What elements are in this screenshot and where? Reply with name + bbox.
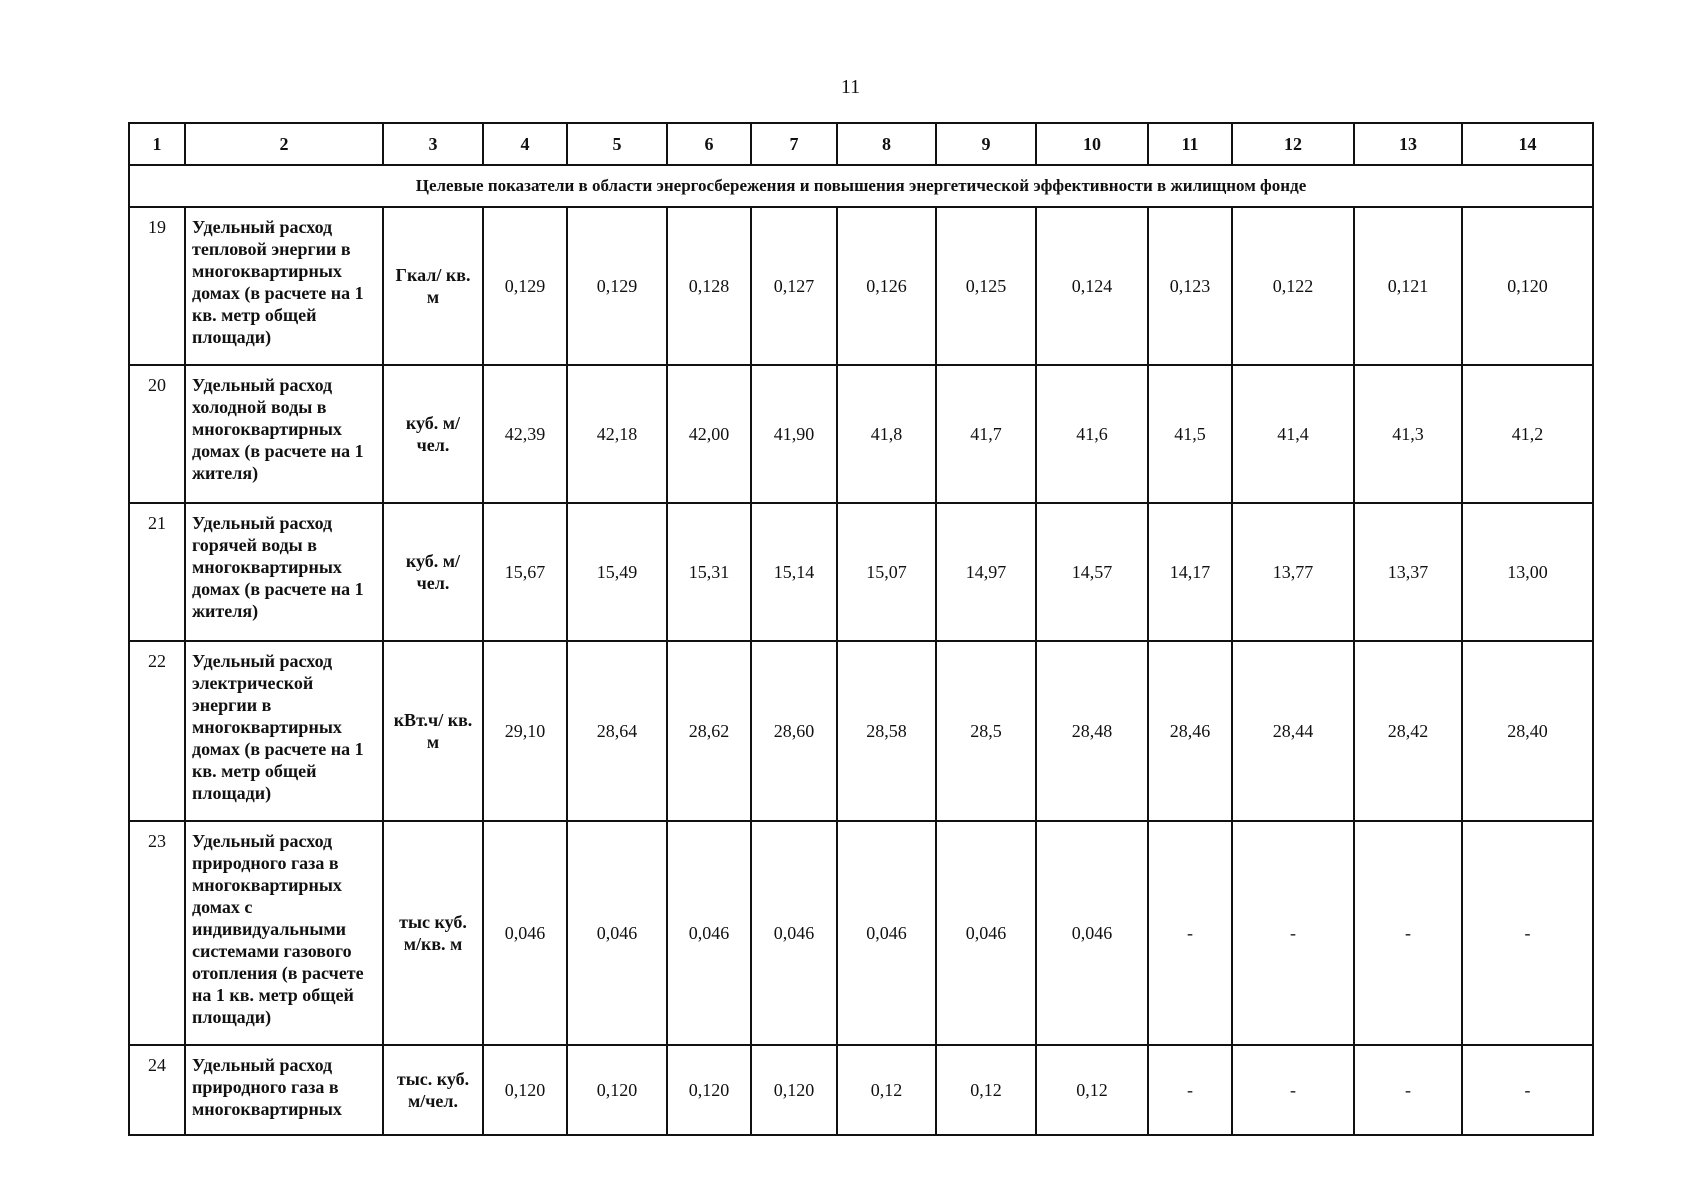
value-cell: 0,12: [936, 1045, 1036, 1135]
value-cell: 28,60: [751, 641, 837, 821]
value-cell: 14,97: [936, 503, 1036, 641]
indicator-unit: тыс. куб. м/чел.: [383, 1045, 483, 1135]
table-row: [129, 207, 1593, 365]
table-row: [129, 641, 1593, 821]
value-cell: 28,58: [837, 641, 936, 821]
value-cell: 0,120: [667, 1045, 751, 1135]
indicator-unit: тыс куб. м/кв. м: [383, 821, 483, 1045]
column-header: 5: [567, 123, 667, 165]
value-cell: 0,046: [751, 821, 837, 1045]
value-cell: 0,046: [837, 821, 936, 1045]
value-cell: -: [1354, 821, 1462, 1045]
value-cell: 0,122: [1232, 207, 1354, 365]
value-cell: 0,046: [567, 821, 667, 1045]
value-cell: 0,128: [667, 207, 751, 365]
value-cell: 0,125: [936, 207, 1036, 365]
value-cell: 15,67: [483, 503, 567, 641]
indicator-unit: Гкал/ кв. м: [383, 207, 483, 365]
indicator-unit: куб. м/ чел.: [383, 503, 483, 641]
column-header: 6: [667, 123, 751, 165]
column-header: 8: [837, 123, 936, 165]
value-cell: 41,6: [1036, 365, 1148, 503]
value-cell: 0,129: [483, 207, 567, 365]
value-cell: 41,2: [1462, 365, 1593, 503]
value-cell: 0,121: [1354, 207, 1462, 365]
value-cell: 0,120: [1462, 207, 1593, 365]
column-number-row: [129, 123, 1593, 165]
value-cell: -: [1232, 1045, 1354, 1135]
column-header: 10: [1036, 123, 1148, 165]
page-number: 11: [840, 76, 861, 98]
value-cell: 29,10: [483, 641, 567, 821]
value-cell: 42,18: [567, 365, 667, 503]
value-cell: 28,44: [1232, 641, 1354, 821]
indicator-name: Удельный расход горячей воды в многоквартирных домах (в расчете на 1 жителя): [185, 503, 383, 641]
value-cell: -: [1148, 1045, 1232, 1135]
row-number: 21: [129, 503, 185, 641]
value-cell: 15,07: [837, 503, 936, 641]
value-cell: 41,7: [936, 365, 1036, 503]
indicator-name: Удельный расход электрической энергии в многоквартирных домах (в расчете на 1 кв. метр общей площади): [185, 641, 383, 821]
indicator-unit: кВт.ч/ кв. м: [383, 641, 483, 821]
column-header: 9: [936, 123, 1036, 165]
value-cell: 28,42: [1354, 641, 1462, 821]
value-cell: 0,129: [567, 207, 667, 365]
value-cell: 42,00: [667, 365, 751, 503]
value-cell: 28,46: [1148, 641, 1232, 821]
value-cell: 41,8: [837, 365, 936, 503]
section-row: [129, 165, 1593, 207]
value-cell: 41,90: [751, 365, 837, 503]
value-cell: -: [1462, 1045, 1593, 1135]
table-row: [129, 821, 1593, 1045]
value-cell: 0,127: [751, 207, 837, 365]
value-cell: 0,120: [567, 1045, 667, 1135]
value-cell: 0,046: [667, 821, 751, 1045]
value-cell: 14,57: [1036, 503, 1148, 641]
value-cell: 13,77: [1232, 503, 1354, 641]
value-cell: 0,12: [1036, 1045, 1148, 1135]
table-row: [129, 1045, 1593, 1135]
value-cell: 14,17: [1148, 503, 1232, 641]
column-header: 11: [1148, 123, 1232, 165]
value-cell: 0,124: [1036, 207, 1148, 365]
value-cell: 28,40: [1462, 641, 1593, 821]
indicators-table: [128, 122, 1594, 1136]
value-cell: 41,4: [1232, 365, 1354, 503]
value-cell: 15,14: [751, 503, 837, 641]
value-cell: -: [1232, 821, 1354, 1045]
value-cell: 13,37: [1354, 503, 1462, 641]
indicator-name: Удельный расход природного газа в многоквартирных домах с индивидуальными системами газового отопления (в расчете на 1 кв. метр общей площади): [185, 821, 383, 1045]
value-cell: 28,64: [567, 641, 667, 821]
value-cell: 28,62: [667, 641, 751, 821]
value-cell: 0,046: [483, 821, 567, 1045]
section-title: Целевые показатели в области энергосбережения и повышения энергетической эффективности в жилищном фонде: [129, 165, 1593, 207]
column-header: 14: [1462, 123, 1593, 165]
value-cell: 41,3: [1354, 365, 1462, 503]
column-header: 4: [483, 123, 567, 165]
value-cell: 42,39: [483, 365, 567, 503]
row-number: 19: [129, 207, 185, 365]
value-cell: 0,12: [837, 1045, 936, 1135]
table-row: [129, 365, 1593, 503]
row-number: 23: [129, 821, 185, 1045]
indicator-name: Удельный расход холодной воды в многоквартирных домах (в расчете на 1 жителя): [185, 365, 383, 503]
indicator-name: Удельный расход природного газа в многоквартирных: [185, 1045, 383, 1135]
indicator-unit: куб. м/ чел.: [383, 365, 483, 503]
value-cell: 0,126: [837, 207, 936, 365]
column-header: 12: [1232, 123, 1354, 165]
value-cell: 0,123: [1148, 207, 1232, 365]
row-number: 24: [129, 1045, 185, 1135]
value-cell: 15,31: [667, 503, 751, 641]
value-cell: 0,120: [483, 1045, 567, 1135]
value-cell: 28,5: [936, 641, 1036, 821]
table-row: [129, 503, 1593, 641]
value-cell: 0,046: [936, 821, 1036, 1045]
value-cell: 13,00: [1462, 503, 1593, 641]
row-number: 22: [129, 641, 185, 821]
row-number: 20: [129, 365, 185, 503]
column-header: 7: [751, 123, 837, 165]
value-cell: 0,120: [751, 1045, 837, 1135]
column-header: 13: [1354, 123, 1462, 165]
indicator-name: Удельный расход тепловой энергии в многоквартирных домах (в расчете на 1 кв. метр общей площади): [185, 207, 383, 365]
column-header: 3: [383, 123, 483, 165]
column-header: 2: [185, 123, 383, 165]
value-cell: -: [1148, 821, 1232, 1045]
value-cell: 41,5: [1148, 365, 1232, 503]
value-cell: 28,48: [1036, 641, 1148, 821]
value-cell: 0,046: [1036, 821, 1148, 1045]
value-cell: -: [1462, 821, 1593, 1045]
value-cell: -: [1354, 1045, 1462, 1135]
value-cell: 15,49: [567, 503, 667, 641]
column-header: 1: [129, 123, 185, 165]
